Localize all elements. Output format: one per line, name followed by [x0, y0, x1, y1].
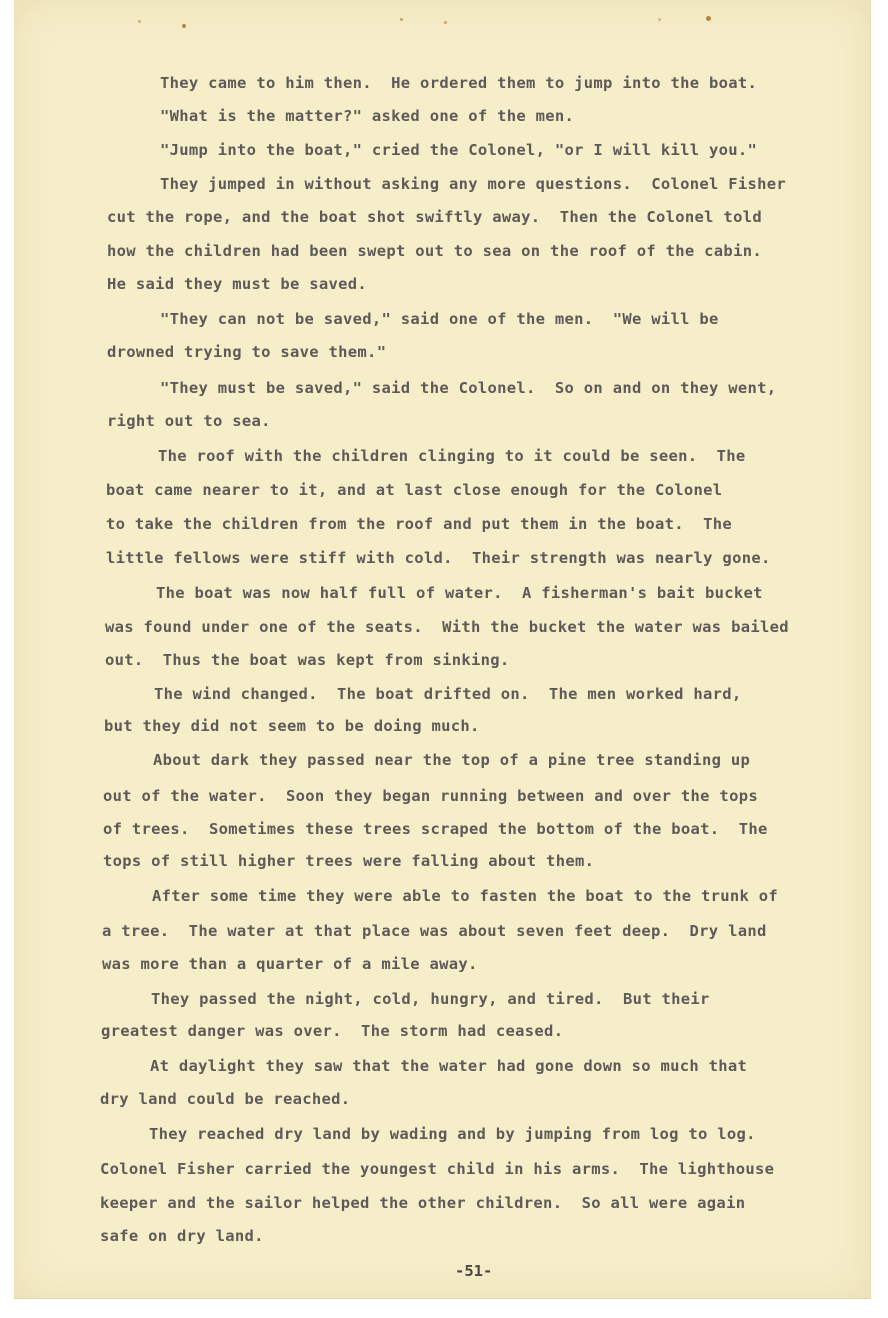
text-line: The boat was now half full of water. A fisherman's bait bucket [156, 584, 763, 602]
text-line: About dark they passed near the top of a pine tree standing up [153, 751, 751, 769]
text-line: "Jump into the boat," cried the Colonel, "or I will kill you." [160, 141, 758, 159]
text-line: a tree. The water at that place was about seven feet deep. Dry land [102, 922, 767, 940]
text-line: They reached dry land by wading and by jumping from log to log. [149, 1125, 756, 1143]
text-line: greatest danger was over. The storm had ceased. [101, 1022, 564, 1040]
text-line: "They can not be saved," said one of the men. "We will be [160, 310, 719, 328]
page-number: -51- [455, 1262, 493, 1280]
text-line: The wind changed. The boat drifted on. The men worked hard, [154, 685, 742, 703]
text-line: was more than a quarter of a mile away. [102, 955, 478, 973]
text-line: safe on dry land. [100, 1227, 264, 1245]
text-line: They jumped in without asking any more questions. Colonel Fisher [160, 175, 787, 193]
text-line: to take the children from the roof and put them in the boat. The [106, 515, 733, 533]
text-line: out of the water. Soon they began running between and over the tops [103, 787, 758, 805]
text-line: keeper and the sailor helped the other children. So all were again [100, 1194, 746, 1212]
text-line: boat came nearer to it, and at last close enough for the Colonel [106, 481, 723, 499]
text-line: right out to sea. [107, 412, 271, 430]
text-line: At daylight they saw that the water had gone down so much that [150, 1057, 748, 1075]
text-line: drowned trying to save them." [107, 343, 387, 361]
text-line: little fellows were stiff with cold. Their strength was nearly gone. [106, 549, 771, 567]
text-line: cut the rope, and the boat shot swiftly away. Then the Colonel told [107, 208, 762, 226]
text-line: of trees. Sometimes these trees scraped the bottom of the boat. The [103, 820, 768, 838]
text-line: tops of still higher trees were falling about them. [103, 852, 595, 870]
text-line: After some time they were able to fasten the boat to the trunk of [152, 887, 779, 905]
text-line: They passed the night, cold, hungry, and tired. But their [151, 990, 710, 1008]
text-line: "They must be saved," said the Colonel. So on and on they went, [160, 379, 777, 397]
text-line: They came to him then. He ordered them to jump into the boat. [160, 74, 758, 92]
text-line: dry land could be reached. [100, 1090, 351, 1108]
text-line: out. Thus the boat was kept from sinking. [105, 651, 510, 669]
text-line: He said they must be saved. [107, 275, 368, 293]
text-line: "What is the matter?" asked one of the men. [160, 107, 575, 125]
text-line: how the children had been swept out to sea on the roof of the cabin. [107, 242, 762, 260]
text-line: Colonel Fisher carried the youngest child in his arms. The lighthouse [100, 1160, 775, 1178]
text-line: The roof with the children clinging to it could be seen. The [158, 447, 746, 465]
text-line: was found under one of the seats. With the bucket the water was bailed [105, 618, 789, 636]
text-line: but they did not seem to be doing much. [104, 717, 480, 735]
